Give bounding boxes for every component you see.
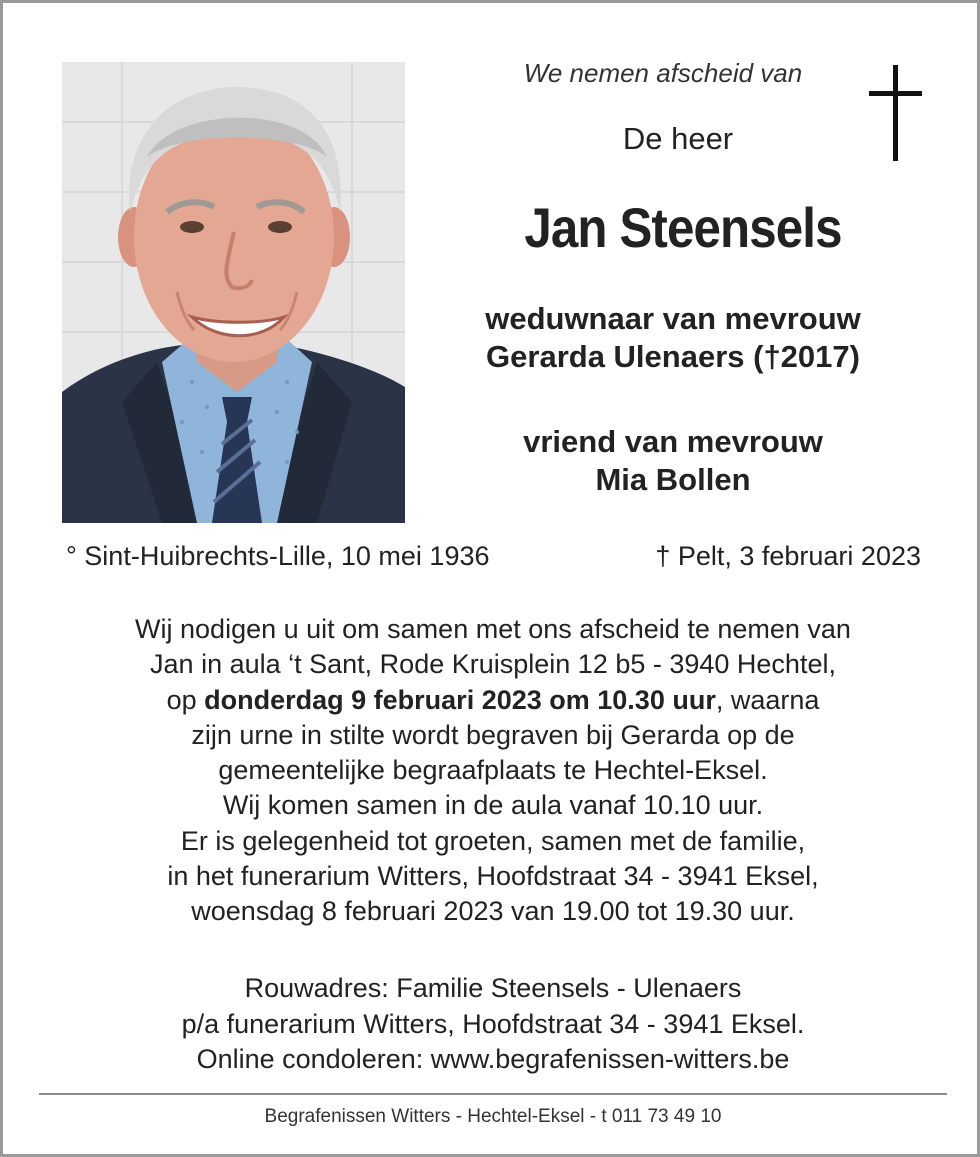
birth-date: ° Sint-Huibrechts-Lille, 10 mei 1936 xyxy=(66,541,490,571)
deceased-name: Jan Steensels xyxy=(524,196,842,259)
invitation-line: woensdag 8 februari 2023 van 19.00 tot 19.30 uur. xyxy=(191,896,795,927)
friend-line-1: vriend van mevrouw xyxy=(523,424,823,459)
invitation-line: op donderdag 9 februari 2023 om 10.30 uur, waarna xyxy=(166,684,820,715)
footer-contact: Begrafenissen Witters - Hechtel-Eksel - t 011 73 49 10 xyxy=(264,1106,722,1127)
invitation-line: Wij nodigen u uit om samen met ons afscheid te nemen van xyxy=(135,614,851,644)
condolence-line: Online condoleren: www.begrafenissen-witters.be xyxy=(196,1044,790,1074)
life-dates xyxy=(63,541,923,581)
spouse-line-2: Gerarda Ulenaers (†2017) xyxy=(486,339,860,374)
invitation-line: in het funerarium Witters, Hoofdstraat 34 - 3941 Eksel, xyxy=(167,861,819,892)
address-line: Rouwadres: Familie Steensels - Ulenaers xyxy=(244,973,742,1003)
divider xyxy=(39,1093,947,1095)
mourning-address xyxy=(43,971,943,1078)
address-line: p/a funerarium Witters, Hoofdstraat 34 - 3941 Eksel. xyxy=(181,1008,805,1039)
death-date: † Pelt, 3 februari 2023 xyxy=(655,541,921,571)
spouse-relation xyxy=(433,300,913,376)
invitation-line: zijn urne in stilte wordt begraven bij Gerarda op de xyxy=(191,719,795,750)
invitation-line: Wij komen samen in de aula vanaf 10.10 uur. xyxy=(222,790,764,821)
friend-relation xyxy=(433,423,913,499)
intro-text: We nemen afscheid van xyxy=(523,58,803,88)
friend-line-2: Mia Bollen xyxy=(595,462,751,497)
invitation-line: gemeentelijke begraafplaats te Hechtel-Eksel. xyxy=(218,755,768,786)
invitation-line: Jan in aula ‘t Sant, Rode Kruisplein 12 b5 - 3940 Hechtel, xyxy=(150,649,836,680)
honorific: De heer xyxy=(622,121,734,156)
portrait-photo xyxy=(62,62,405,523)
invitation-line: Er is gelegenheid tot groeten, samen met de familie, xyxy=(180,825,806,856)
funeral-invitation xyxy=(43,612,943,930)
ceremony-datetime: donderdag 9 februari 2023 om 10.30 uur xyxy=(204,684,716,715)
spouse-line-1: weduwnaar van mevrouw xyxy=(485,301,861,336)
